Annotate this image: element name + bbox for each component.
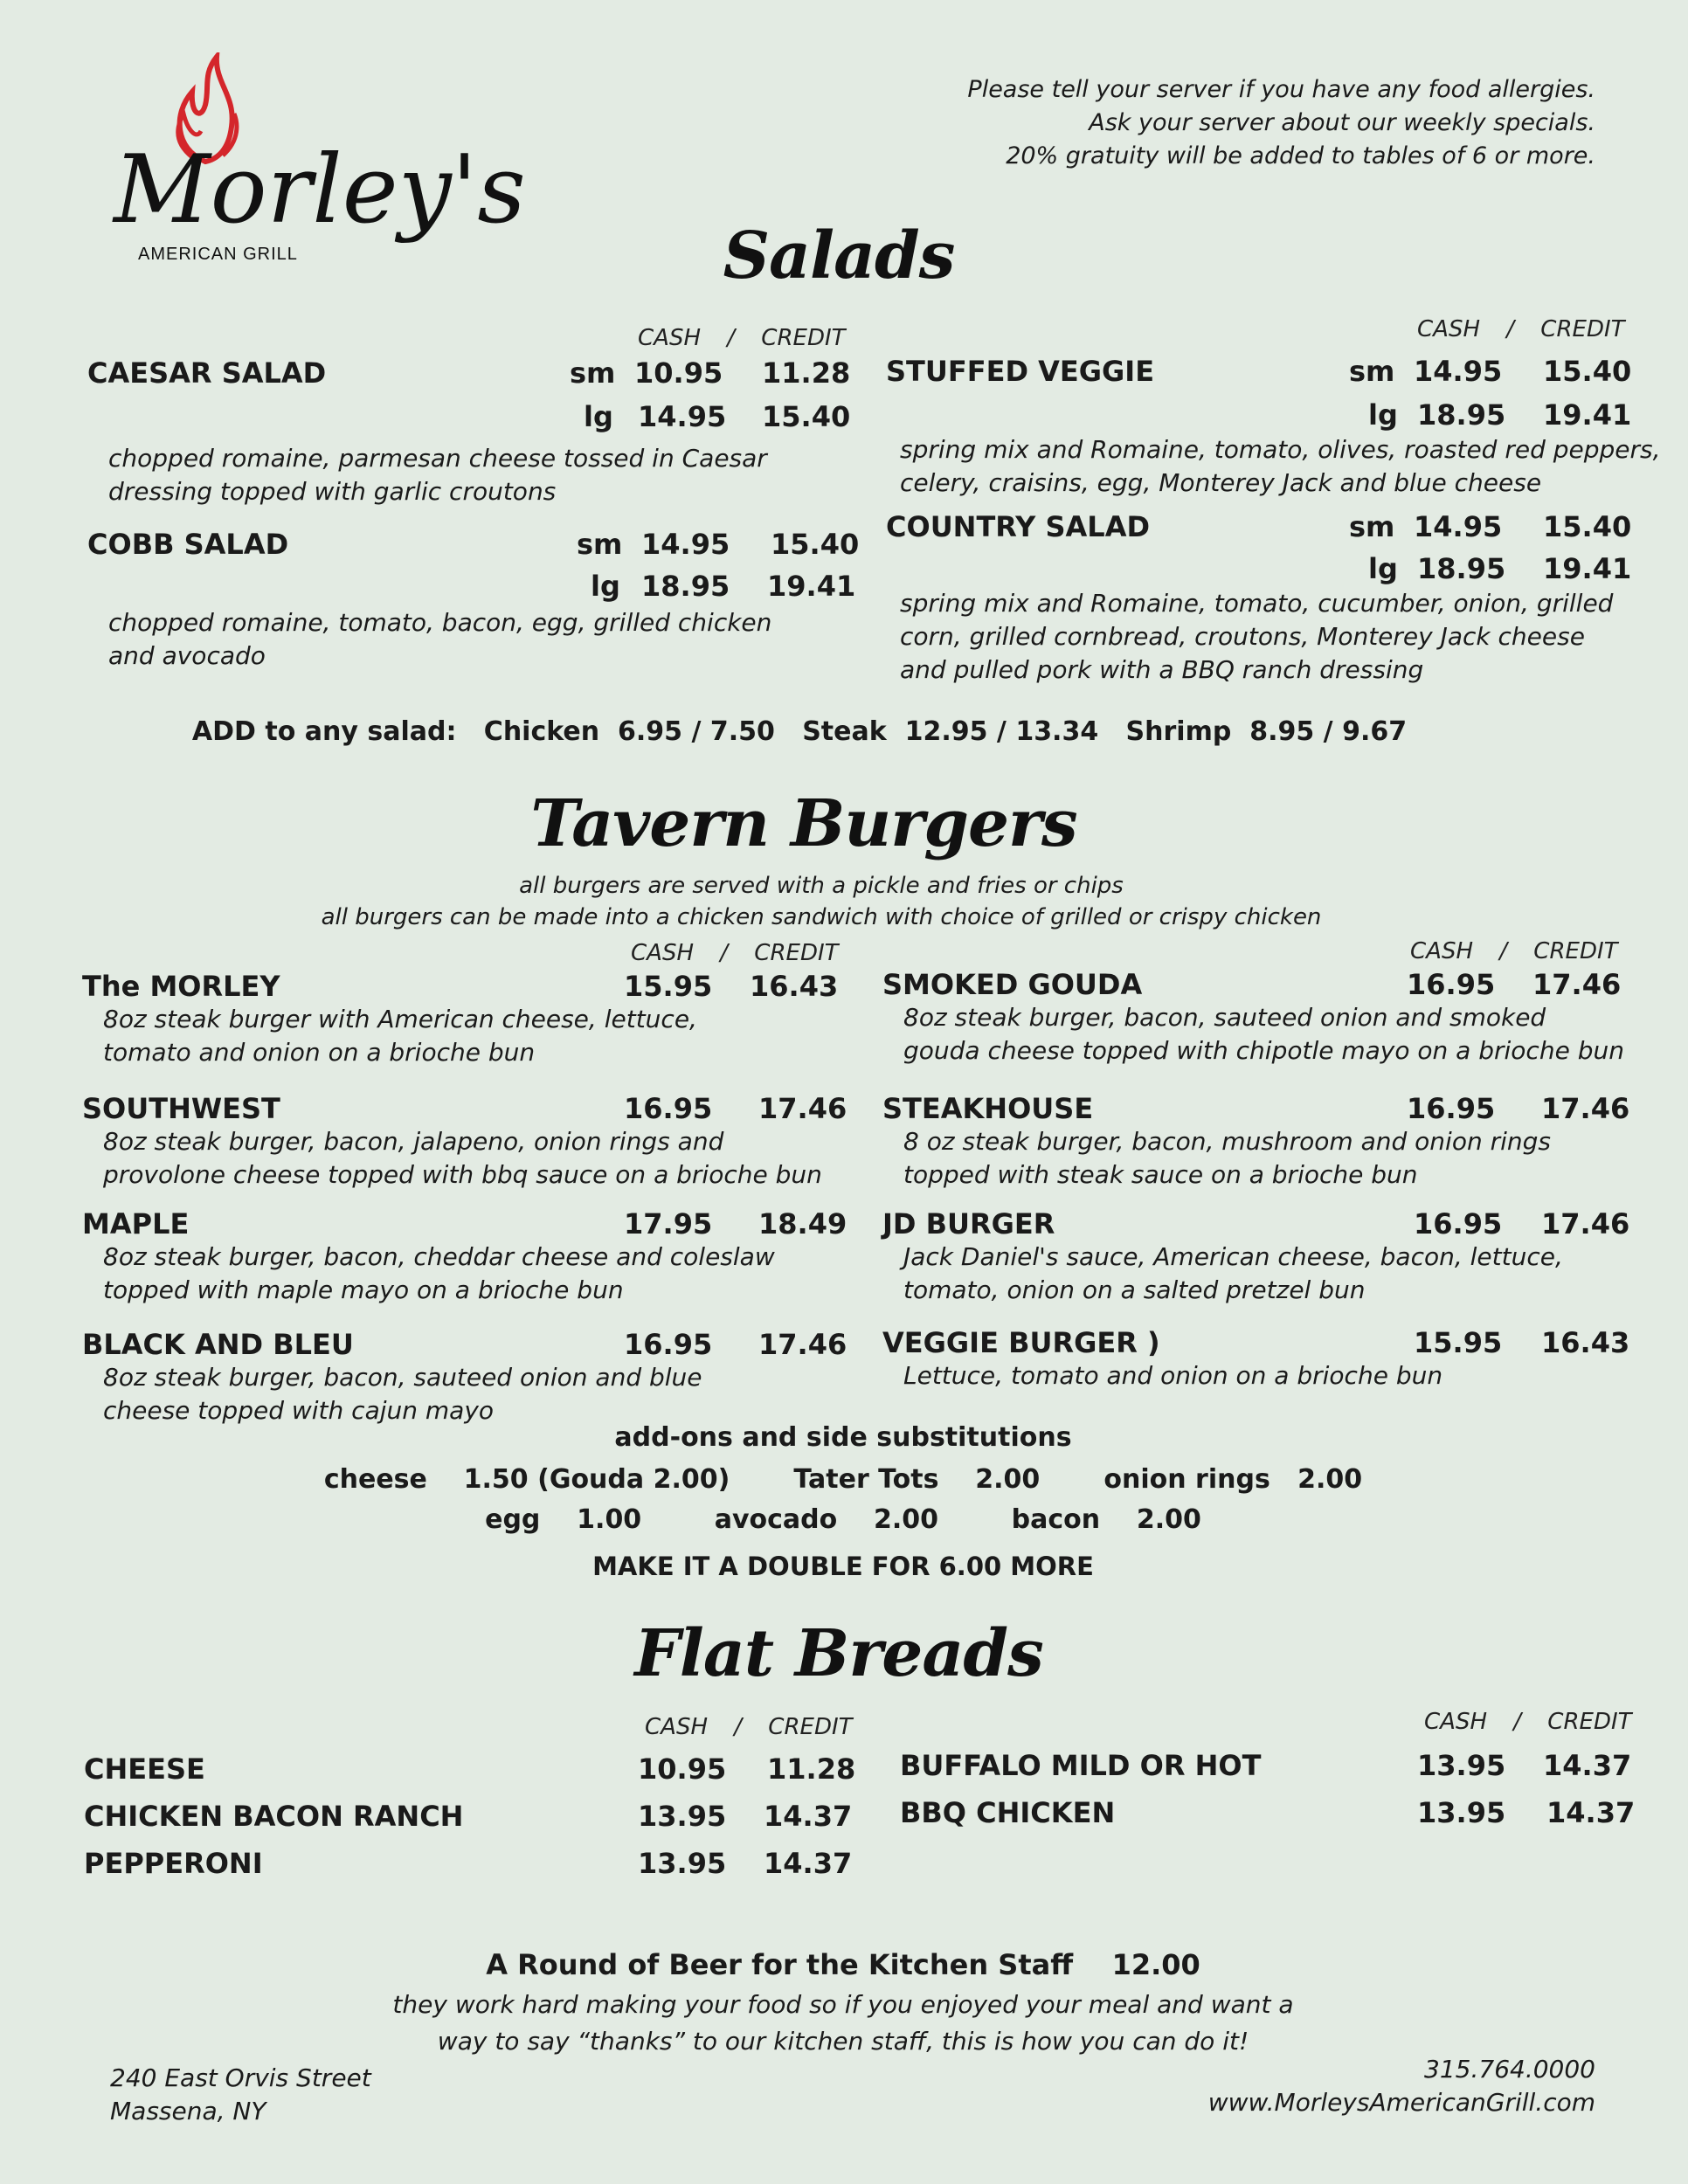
cash-price: 17.95 [624, 1207, 713, 1241]
description-line: 8oz steak burger with American cheese, lettuce, [103, 1005, 697, 1033]
cash-price: 16.95 [1414, 1207, 1503, 1241]
description-line: Jack Daniel's sauce, American cheese, bacon, lettuce, [903, 1242, 1563, 1271]
credit-header: CREDIT [1540, 316, 1625, 342]
credit-price: 14.37 [1546, 1796, 1636, 1829]
cash-header: CASH [638, 325, 701, 351]
menu-item-name: STEAKHOUSE [882, 1092, 1094, 1125]
menu-item-name: VEGGIE BURGER ) [882, 1326, 1160, 1359]
price-header-flatbreads-right [1424, 1709, 1632, 1735]
logo [105, 52, 526, 288]
description-line: chopped romaine, parmesan cheese tossed in Caesar [108, 444, 767, 473]
description-line: topped with steak sauce on a brioche bun [903, 1160, 1418, 1189]
description-line: spring mix and Romaine, tomato, olives, roasted red peppers, [900, 435, 1661, 464]
street-address: 240 East Orvis Street [110, 2063, 371, 2092]
price-header-salads-left [638, 325, 846, 351]
burger-item [882, 1207, 1651, 1307]
price-header-flatbreads-left [645, 1714, 853, 1740]
credit-price: 19.41 [767, 570, 856, 603]
beer-description [262, 1987, 1424, 2060]
credit-price: 11.28 [767, 1752, 856, 1786]
menu-item-name: COUNTRY SALAD [886, 510, 1151, 543]
addons-line: egg 1.00 avocado 2.00 bacon 2.00 [485, 1504, 1201, 1535]
burger-item [882, 1326, 1651, 1393]
cash-price: 16.95 [1407, 968, 1496, 1001]
item-description [108, 442, 767, 508]
cash-price: 18.95 [1417, 398, 1506, 432]
credit-price: 15.40 [1543, 510, 1632, 543]
burgers-subtitle-line: all burgers are served with a pickle and fries or chips [519, 873, 1124, 899]
notice-gratuity: 20% gratuity will be added to tables of 6 or more. [1006, 142, 1595, 169]
menu-item-name: The MORLEY [82, 970, 280, 1003]
cash-header: CASH [1417, 316, 1480, 342]
city-state: Massena, NY [110, 2097, 266, 2125]
cash-price: 10.95 [638, 1752, 727, 1786]
description-line: 8oz steak burger, bacon, sauteed onion and blue [103, 1363, 702, 1392]
header-separator: / [1499, 938, 1508, 964]
cash-price: 13.95 [638, 1800, 727, 1833]
item-description [108, 606, 771, 673]
menu-item-name: CHEESE [84, 1752, 205, 1786]
cash-price: 15.95 [624, 970, 713, 1003]
cash-price: 13.95 [638, 1847, 727, 1880]
description-line: cheese topped with cajun mayo [103, 1396, 495, 1425]
menu-item-name: SMOKED GOUDA [882, 968, 1143, 1001]
description-line: and pulled pork with a BBQ ranch dressing [900, 655, 1424, 684]
notice-allergies: Please tell your server if you have any food allergies. [967, 76, 1595, 103]
item-description [903, 1125, 1651, 1192]
price-header-burgers-right [1410, 938, 1618, 964]
size-label: lg [1368, 552, 1398, 585]
cash-price: 16.95 [624, 1092, 713, 1125]
menu-item-name: BBQ CHICKEN [900, 1796, 1116, 1829]
cash-price: 15.95 [1414, 1326, 1503, 1359]
description-line: chopped romaine, tomato, bacon, egg, grilled chicken [108, 608, 772, 637]
notice-block [809, 73, 1595, 173]
beer-title: A Round of Beer for the Kitchen Staff [486, 1948, 1074, 1981]
menu-item-name: CHICKEN BACON RANCH [84, 1800, 464, 1833]
credit-price: 17.46 [758, 1092, 847, 1125]
cash-header: CASH [631, 940, 694, 966]
cash-price: 10.95 [634, 356, 723, 390]
credit-price: 14.37 [764, 1847, 853, 1880]
credit-price: 15.40 [771, 528, 860, 561]
section-title-salads: Salads [723, 218, 955, 294]
beer-offer [262, 1948, 1424, 1981]
cash-price: 14.95 [1414, 510, 1503, 543]
header-separator: / [734, 1714, 743, 1740]
cash-header: CASH [645, 1714, 708, 1740]
burgers-subtitle [262, 870, 1380, 933]
size-label: lg [1368, 398, 1398, 432]
section-title-flatbreads: Flat Breads [634, 1616, 1043, 1691]
credit-header: CREDIT [1533, 938, 1618, 964]
credit-price: 16.43 [1541, 1326, 1630, 1359]
cash-price: 14.95 [1414, 355, 1503, 388]
description-line: 8 oz steak burger, bacon, mushroom and onion rings [903, 1127, 1552, 1156]
cash-price: 18.95 [1417, 552, 1506, 585]
credit-price: 17.46 [1541, 1207, 1630, 1241]
description-line: topped with maple mayo on a brioche bun [103, 1275, 624, 1304]
menu-item-name: BUFFALO MILD OR HOT [900, 1749, 1262, 1782]
burger-item [82, 1207, 851, 1307]
double-option: MAKE IT A DOUBLE FOR 6.00 MORE [592, 1552, 1094, 1581]
description-line: they work hard making your food so if you enjoyed your meal and want a [392, 1990, 1294, 2019]
description-line: provolone cheese topped with bbq sauce on a brioche bun [103, 1160, 822, 1189]
price-header-salads-right [1417, 316, 1625, 342]
item-description [900, 433, 1661, 500]
credit-price: 14.37 [1543, 1749, 1632, 1782]
credit-price: 19.41 [1543, 552, 1632, 585]
menu-item-name: BLACK AND BLEU [82, 1328, 354, 1361]
credit-price: 19.41 [1543, 398, 1632, 432]
contact [984, 2053, 1595, 2119]
credit-price: 17.46 [1541, 1092, 1630, 1125]
credit-price: 17.46 [1532, 968, 1622, 1001]
description-line: 8oz steak burger, bacon, cheddar cheese and coleslaw [103, 1242, 775, 1271]
address [110, 2062, 371, 2128]
credit-price: 18.49 [758, 1207, 847, 1241]
description-line: way to say “thanks” to our kitchen staff, this is how you can do it! [437, 2027, 1249, 2056]
item-description [103, 1125, 851, 1192]
menu-item-name: PEPPERONI [84, 1847, 263, 1880]
item-description [903, 1359, 1651, 1393]
credit-price: 16.43 [750, 970, 839, 1003]
logo-wordmark: Morley's [114, 135, 526, 245]
cash-price: 18.95 [641, 570, 730, 603]
website-link[interactable]: www.MorleysAmericanGrill.com [1207, 2088, 1595, 2117]
size-label: sm [1349, 355, 1395, 388]
header-separator: / [727, 325, 736, 351]
item-description [103, 1241, 851, 1307]
description-line: 8oz steak burger, bacon, sauteed onion and smoked [903, 1003, 1546, 1032]
header-separator: / [1513, 1709, 1522, 1735]
size-label: sm [570, 356, 616, 390]
cash-header: CASH [1410, 938, 1473, 964]
cash-price: 14.95 [638, 400, 727, 433]
credit-price: 14.37 [764, 1800, 853, 1833]
credit-price: 15.40 [762, 400, 851, 433]
credit-price: 15.40 [1543, 355, 1632, 388]
description-line: dressing topped with garlic croutons [108, 477, 557, 506]
cash-header: CASH [1424, 1709, 1487, 1735]
description-line: corn, grilled cornbread, croutons, Monterey Jack cheese [900, 622, 1585, 651]
menu-item-name: COBB SALAD [87, 528, 289, 561]
credit-header: CREDIT [754, 940, 839, 966]
beer-price: 12.00 [1111, 1948, 1200, 1981]
header-separator: / [720, 940, 729, 966]
cash-price: 13.95 [1417, 1749, 1506, 1782]
addons-title: add-ons and side substitutions [614, 1422, 1072, 1453]
menu-item-name: SOUTHWEST [82, 1092, 280, 1125]
burger-item [82, 1328, 851, 1427]
cash-price: 14.95 [641, 528, 730, 561]
item-description [903, 1241, 1651, 1307]
burger-item [82, 1092, 851, 1192]
size-label: lg [584, 400, 613, 433]
menu-item-name: CAESAR SALAD [87, 356, 327, 390]
burger-item [82, 970, 851, 1069]
credit-header: CREDIT [1547, 1709, 1632, 1735]
menu-item-name: JD BURGER [882, 1207, 1055, 1241]
credit-price: 17.46 [758, 1328, 847, 1361]
credit-price: 11.28 [762, 356, 851, 390]
description-line: celery, craisins, egg, Monterey Jack and blue cheese [900, 468, 1542, 497]
size-label: lg [591, 570, 620, 603]
credit-header: CREDIT [761, 325, 846, 351]
description-line: spring mix and Romaine, tomato, cucumber, onion, grilled [900, 589, 1614, 618]
burger-item [882, 968, 1651, 1068]
phone-number[interactable]: 315.764.0000 [1424, 2055, 1595, 2084]
size-label: sm [577, 528, 623, 561]
description-line: tomato and onion on a brioche bun [103, 1038, 536, 1067]
item-description [903, 1001, 1651, 1068]
addons-line: cheese 1.50 (Gouda 2.00) Tater Tots 2.00 onion rings 2.00 [323, 1464, 1363, 1495]
size-label: sm [1349, 510, 1395, 543]
description-line: tomato, onion on a salted pretzel bun [903, 1275, 1366, 1304]
notice-specials: Ask your server about our weekly specials. [1089, 109, 1595, 136]
credit-header: CREDIT [768, 1714, 853, 1740]
cash-price: 13.95 [1417, 1796, 1506, 1829]
menu-item-name: MAPLE [82, 1207, 190, 1241]
description-line: Lettuce, tomato and onion on a brioche bun [903, 1361, 1443, 1390]
burger-item [882, 1092, 1651, 1192]
section-title-burgers: Tavern Burgers [530, 786, 1077, 861]
description-line: and avocado [108, 641, 266, 670]
logo-subtitle: AMERICAN GRILL [138, 245, 298, 264]
description-line: 8oz steak burger, bacon, jalapeno, onion rings and [103, 1127, 724, 1156]
price-header-burgers-left [631, 940, 839, 966]
menu-item-name: STUFFED VEGGIE [886, 355, 1155, 388]
header-separator: / [1506, 316, 1515, 342]
item-description [900, 587, 1613, 687]
salad-add-ons: ADD to any salad: Chicken 6.95 / 7.50 Steak 12.95 / 13.34 Shrimp 8.95 / 9.67 [191, 716, 1408, 747]
item-description [103, 1361, 851, 1427]
description-line: gouda cheese topped with chipotle mayo on a brioche bun [903, 1036, 1624, 1065]
item-description [103, 1003, 851, 1069]
burgers-subtitle-line: all burgers can be made into a chicken sandwich with choice of grilled or crispy chicken [321, 904, 1322, 930]
cash-price: 16.95 [624, 1328, 713, 1361]
cash-price: 16.95 [1407, 1092, 1496, 1125]
